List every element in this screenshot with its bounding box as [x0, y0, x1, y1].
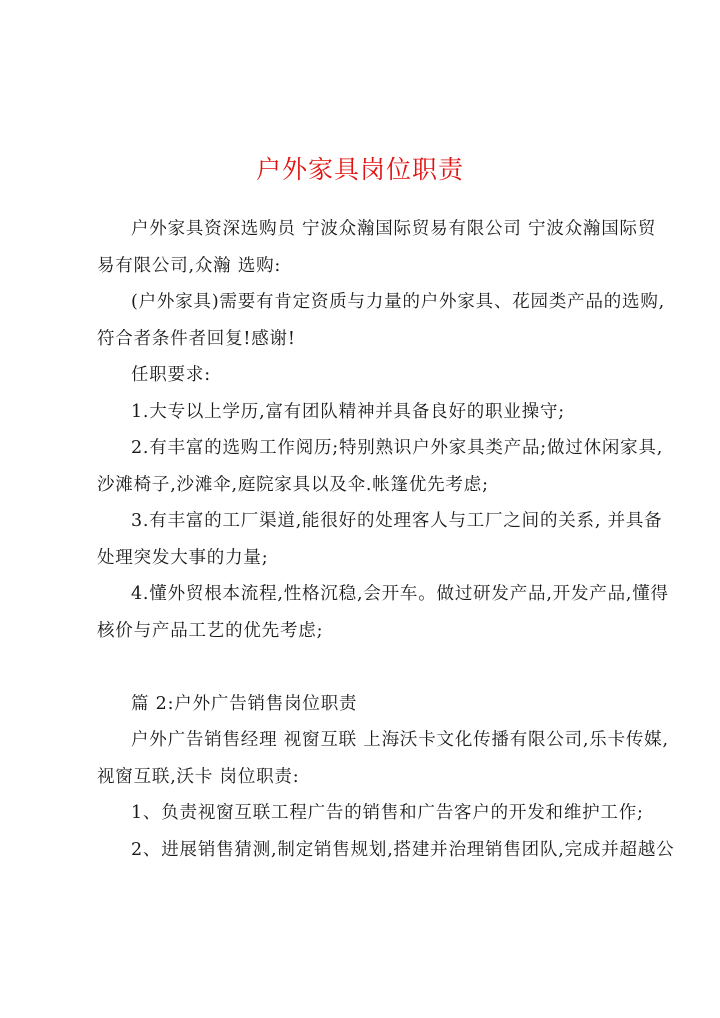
paragraph-gap	[97, 649, 637, 686]
body-line: 户外广告销售经理 视窗互联 上海沃卡文化传播有限公司,乐卡传媒,	[131, 730, 669, 750]
document-body	[97, 211, 675, 868]
body-line: (户外家具)需要有肯定资质与力量的户外家具、花园类产品的选购,	[131, 292, 666, 312]
body-line: 4.懂外贸根本流程,性格沉稳,会开车。做过研发产品,开发产品,懂得	[131, 584, 669, 604]
body-line: 视窗互联,沃卡 岗位职责:	[97, 766, 300, 787]
body-line: 1.大专以上学历,富有团队精神并具备良好的职业操守;	[131, 401, 565, 422]
body-line: 易有限公司,众瀚 选购:	[97, 255, 282, 276]
body-line: 处理突发大事的力量;	[97, 547, 269, 568]
body-line: 3.有丰富的工厂渠道,能很好的处理客人与工厂之间的关系, 并具备	[131, 511, 663, 531]
body-line: 户外家具资深选购员 宁波众瀚国际贸易有限公司 宁波众瀚国际贸	[131, 219, 657, 239]
body-line: 沙滩椅子,沙滩伞,庭院家具以及伞.帐篷优先考虑;	[97, 474, 489, 495]
section-heading: 篇 2:户外广告销售岗位职责	[131, 693, 358, 714]
body-line: 2、进展销售猜测,制定销售规划,搭建并治理销售团队,完成并超越公	[131, 839, 675, 860]
body-line: 符合者条件者回复!感谢!	[97, 328, 296, 349]
body-line: 任职要求:	[131, 365, 211, 385]
body-line: 1、负责视窗互联工程广告的销售和广告客户的开发和维护工作;	[131, 803, 644, 823]
document-title: 户外家具岗位职责	[255, 155, 464, 184]
body-line: 核价与产品工艺的优先考虑;	[97, 620, 324, 641]
body-line: 2.有丰富的选购工作阅历;特别熟识户外家具类产品;做过休闲家具,	[131, 438, 664, 458]
